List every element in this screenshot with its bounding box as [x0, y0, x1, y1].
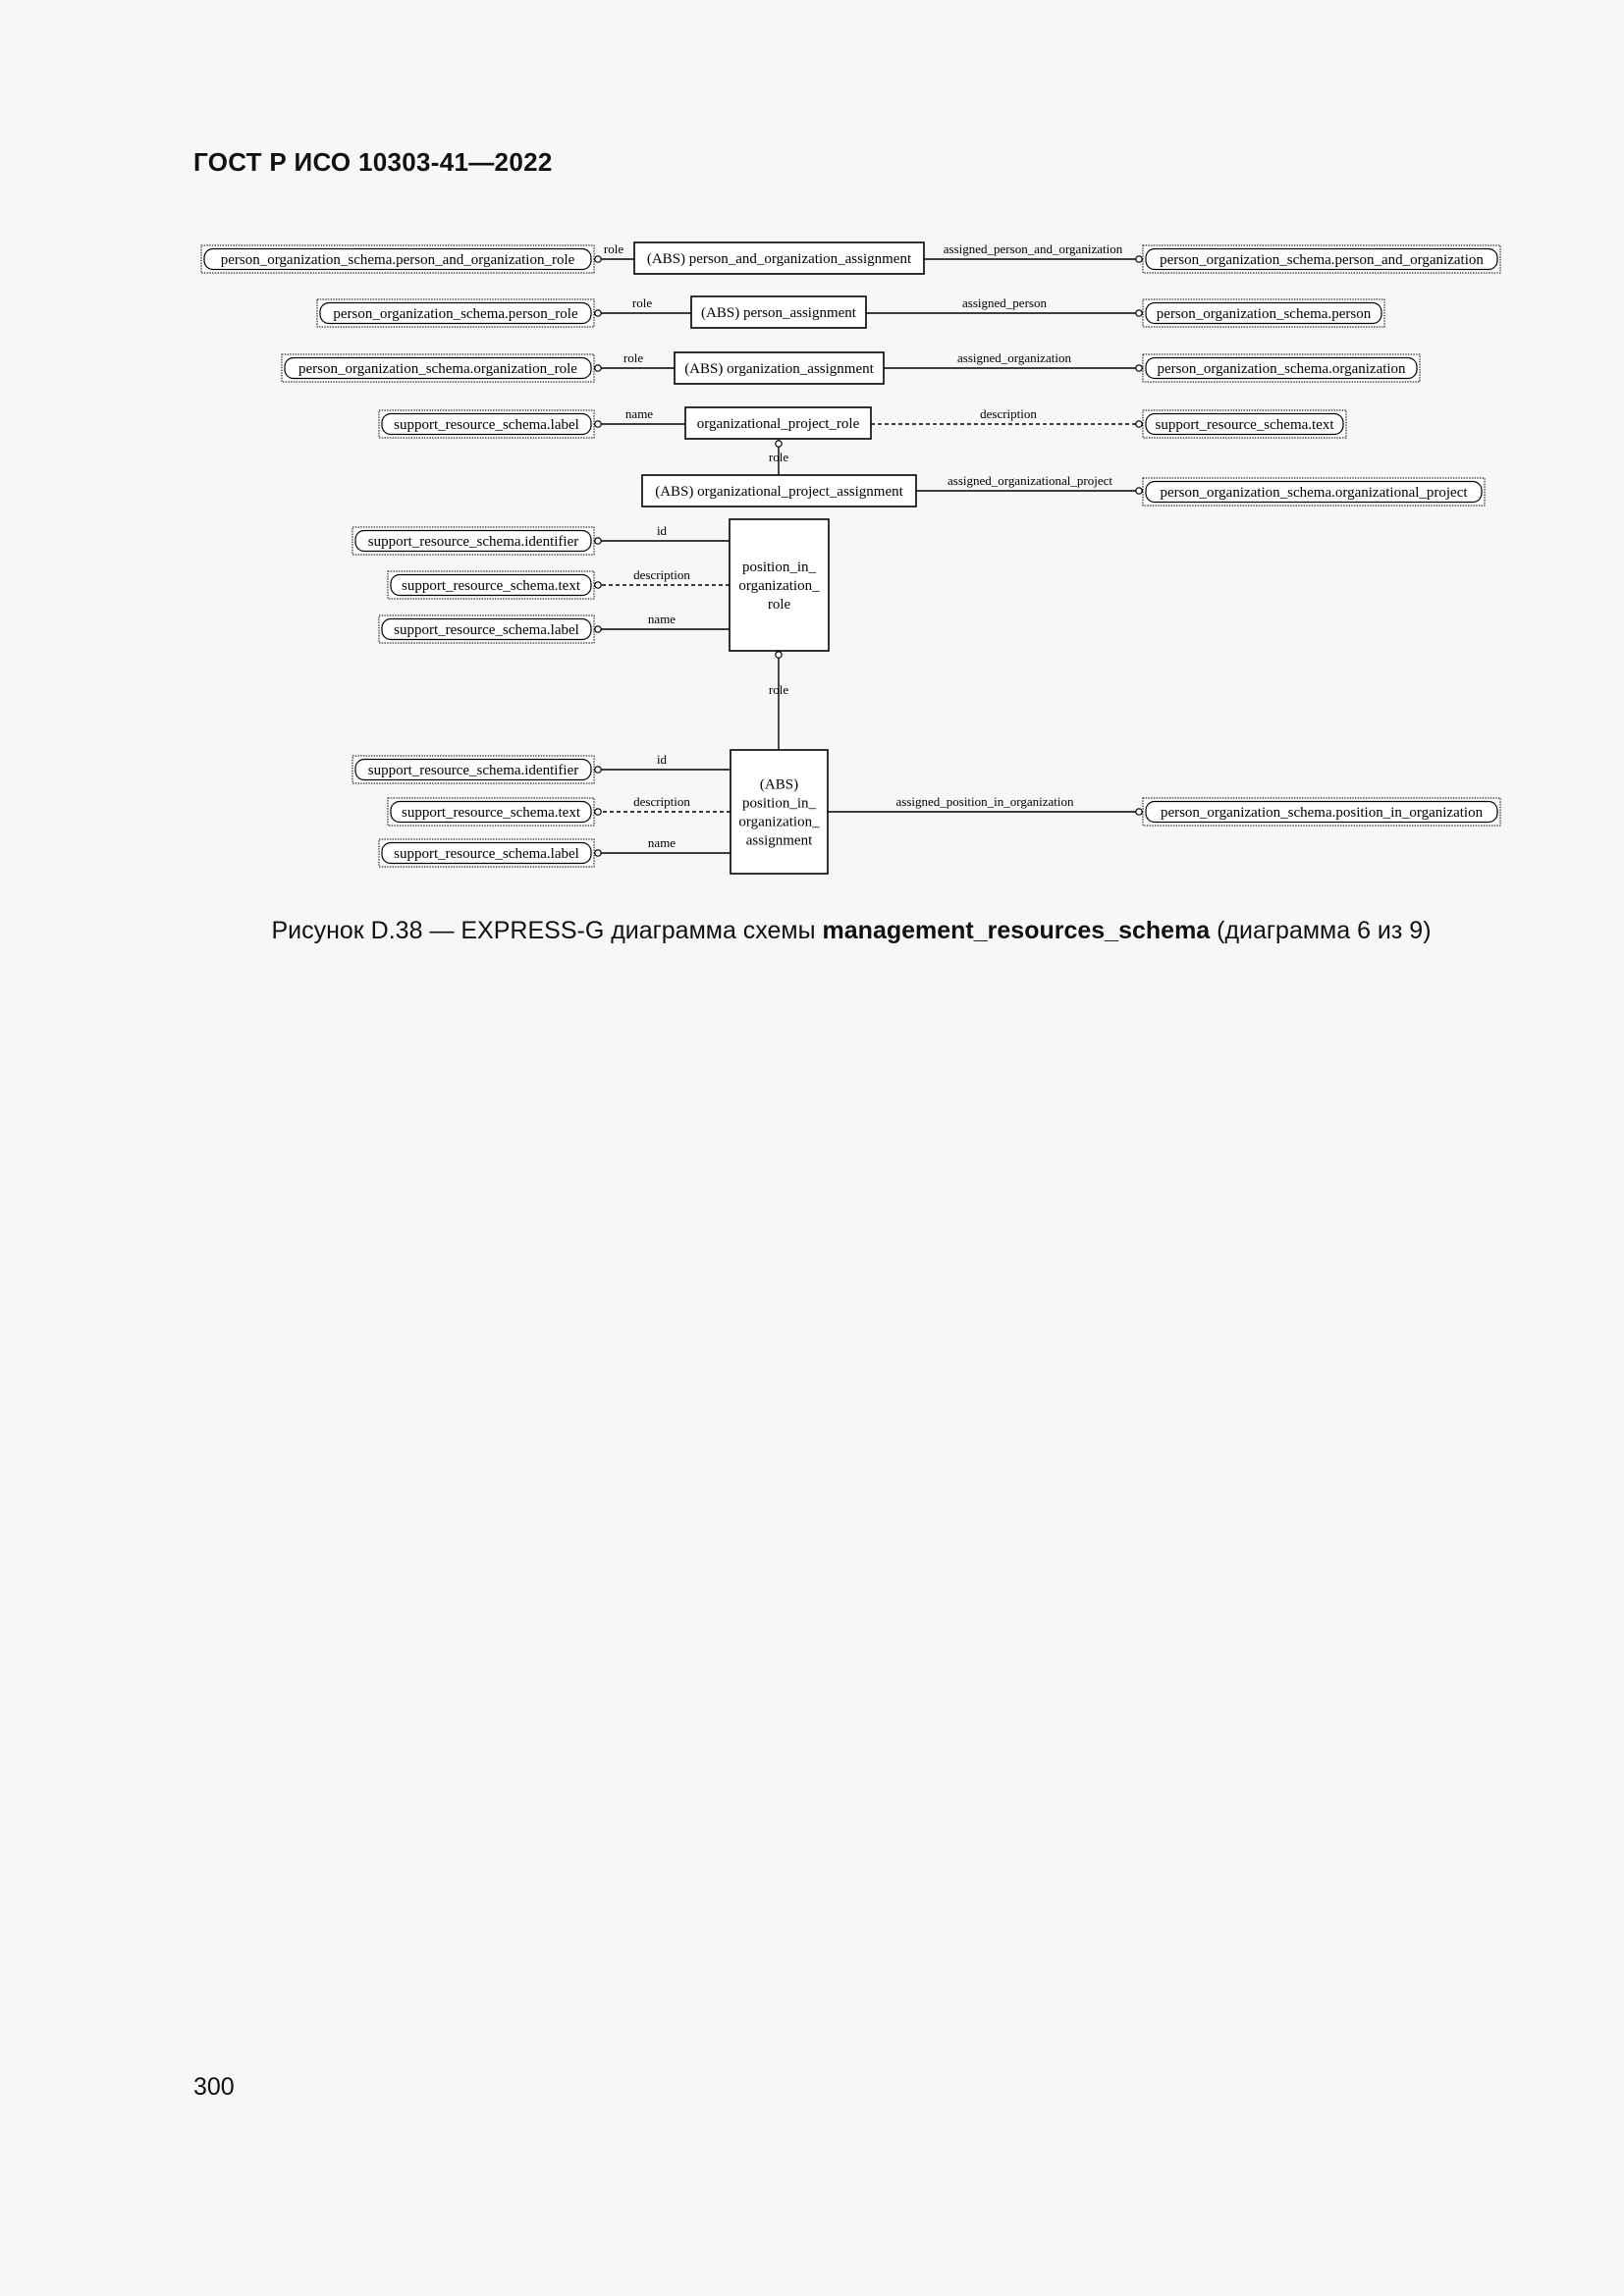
relation-label: description — [633, 794, 690, 809]
relation-end-circle — [595, 310, 601, 316]
reference-label: person_organization_schema.person_and_organization — [1160, 252, 1484, 268]
reference-label: support_resource_schema.label — [394, 417, 579, 433]
relation-label: assigned_person_and_organization — [943, 241, 1123, 256]
entity-label: organization_ — [738, 814, 820, 830]
relation-end-circle — [776, 441, 782, 447]
relation-label: role — [603, 241, 624, 256]
relation-end-circle — [595, 809, 601, 815]
entity-label: (ABS) person_and_organization_assignment — [646, 251, 912, 267]
caption-prefix: Рисунок D.38 — EXPRESS-G диаграмма схемы — [271, 917, 823, 944]
reference-label: person_organization_schema.organization — [1157, 361, 1406, 377]
relation-label: id — [656, 752, 668, 767]
caption-suffix: (диаграмма 6 из 9) — [1210, 917, 1432, 944]
reference-label: support_resource_schema.label — [394, 622, 579, 638]
relation-label: assigned_position_in_organization — [895, 794, 1074, 809]
relation-end-circle — [1136, 809, 1142, 815]
reference-label: support_resource_schema.text — [401, 805, 581, 821]
relation-label: role — [768, 450, 789, 464]
relation-end-circle — [595, 256, 601, 262]
reference-label: person_organization_schema.person — [1156, 306, 1372, 322]
figure-caption — [0, 917, 1624, 945]
reference-label: person_organization_schema.person_role — [333, 306, 578, 322]
reference-label: support_resource_schema.identifier — [367, 763, 579, 778]
relation-end-circle — [595, 538, 601, 544]
relation-label: role — [768, 682, 789, 697]
page-number: 300 — [193, 2073, 235, 2101]
reference-label: support_resource_schema.label — [394, 846, 579, 862]
reference-label: support_resource_schema.text — [1155, 417, 1334, 433]
relation-end-circle — [776, 652, 782, 658]
reference-label: person_organization_schema.organization_role — [298, 361, 577, 377]
relation-end-circle — [1136, 421, 1142, 427]
express-g-diagram — [0, 0, 1624, 903]
entity-label: position_in_ — [741, 795, 817, 812]
reference-label: person_organization_schema.person_and_organization_role — [220, 252, 575, 268]
reference-label: person_organization_schema.organizational_project — [1160, 485, 1468, 501]
entity-box-e7 — [731, 750, 828, 874]
relation-label: assigned_organization — [956, 350, 1072, 365]
relation-end-circle — [1136, 365, 1142, 371]
relation-label: name — [624, 406, 654, 421]
reference-label: support_resource_schema.text — [401, 578, 581, 594]
relation-label: description — [980, 406, 1037, 421]
relation-end-circle — [595, 365, 601, 371]
entity-label: (ABS) — [759, 776, 799, 793]
relation-label: name — [647, 612, 677, 626]
entity-label: position_in_ — [741, 560, 817, 575]
relation-end-circle — [1136, 488, 1142, 494]
relation-end-circle — [595, 582, 601, 588]
relation-end-circle — [1136, 256, 1142, 262]
relation-end-circle — [595, 850, 601, 856]
entity-label: organizational_project_role — [696, 416, 860, 432]
relation-label: assigned_organizational_project — [947, 473, 1112, 488]
relation-label: description — [633, 567, 690, 582]
relation-end-circle — [595, 767, 601, 773]
entity-label: role — [767, 597, 791, 613]
entity-label: (ABS) person_assignment — [701, 305, 856, 321]
relation-label: name — [647, 835, 677, 850]
entity-label: organization_ — [738, 578, 820, 594]
relation-end-circle — [595, 626, 601, 632]
entity-label: (ABS) organization_assignment — [684, 361, 874, 377]
reference-label: support_resource_schema.identifier — [367, 534, 579, 550]
document-header: ГОСТ Р ИСО 10303-41—2022 — [193, 147, 553, 177]
relation-label: id — [656, 523, 668, 538]
relation-end-circle — [1136, 310, 1142, 316]
caption-schema-name: management_resources_schema — [822, 917, 1211, 944]
relation-label: assigned_person — [962, 295, 1047, 310]
reference-label: person_organization_schema.position_in_organization — [1160, 805, 1484, 821]
entity-label: (ABS) organizational_project_assignment — [655, 484, 903, 500]
relation-end-circle — [595, 421, 601, 427]
relation-label: role — [623, 350, 644, 365]
relation-label: role — [631, 295, 653, 310]
entity-label: assignment — [745, 832, 813, 849]
